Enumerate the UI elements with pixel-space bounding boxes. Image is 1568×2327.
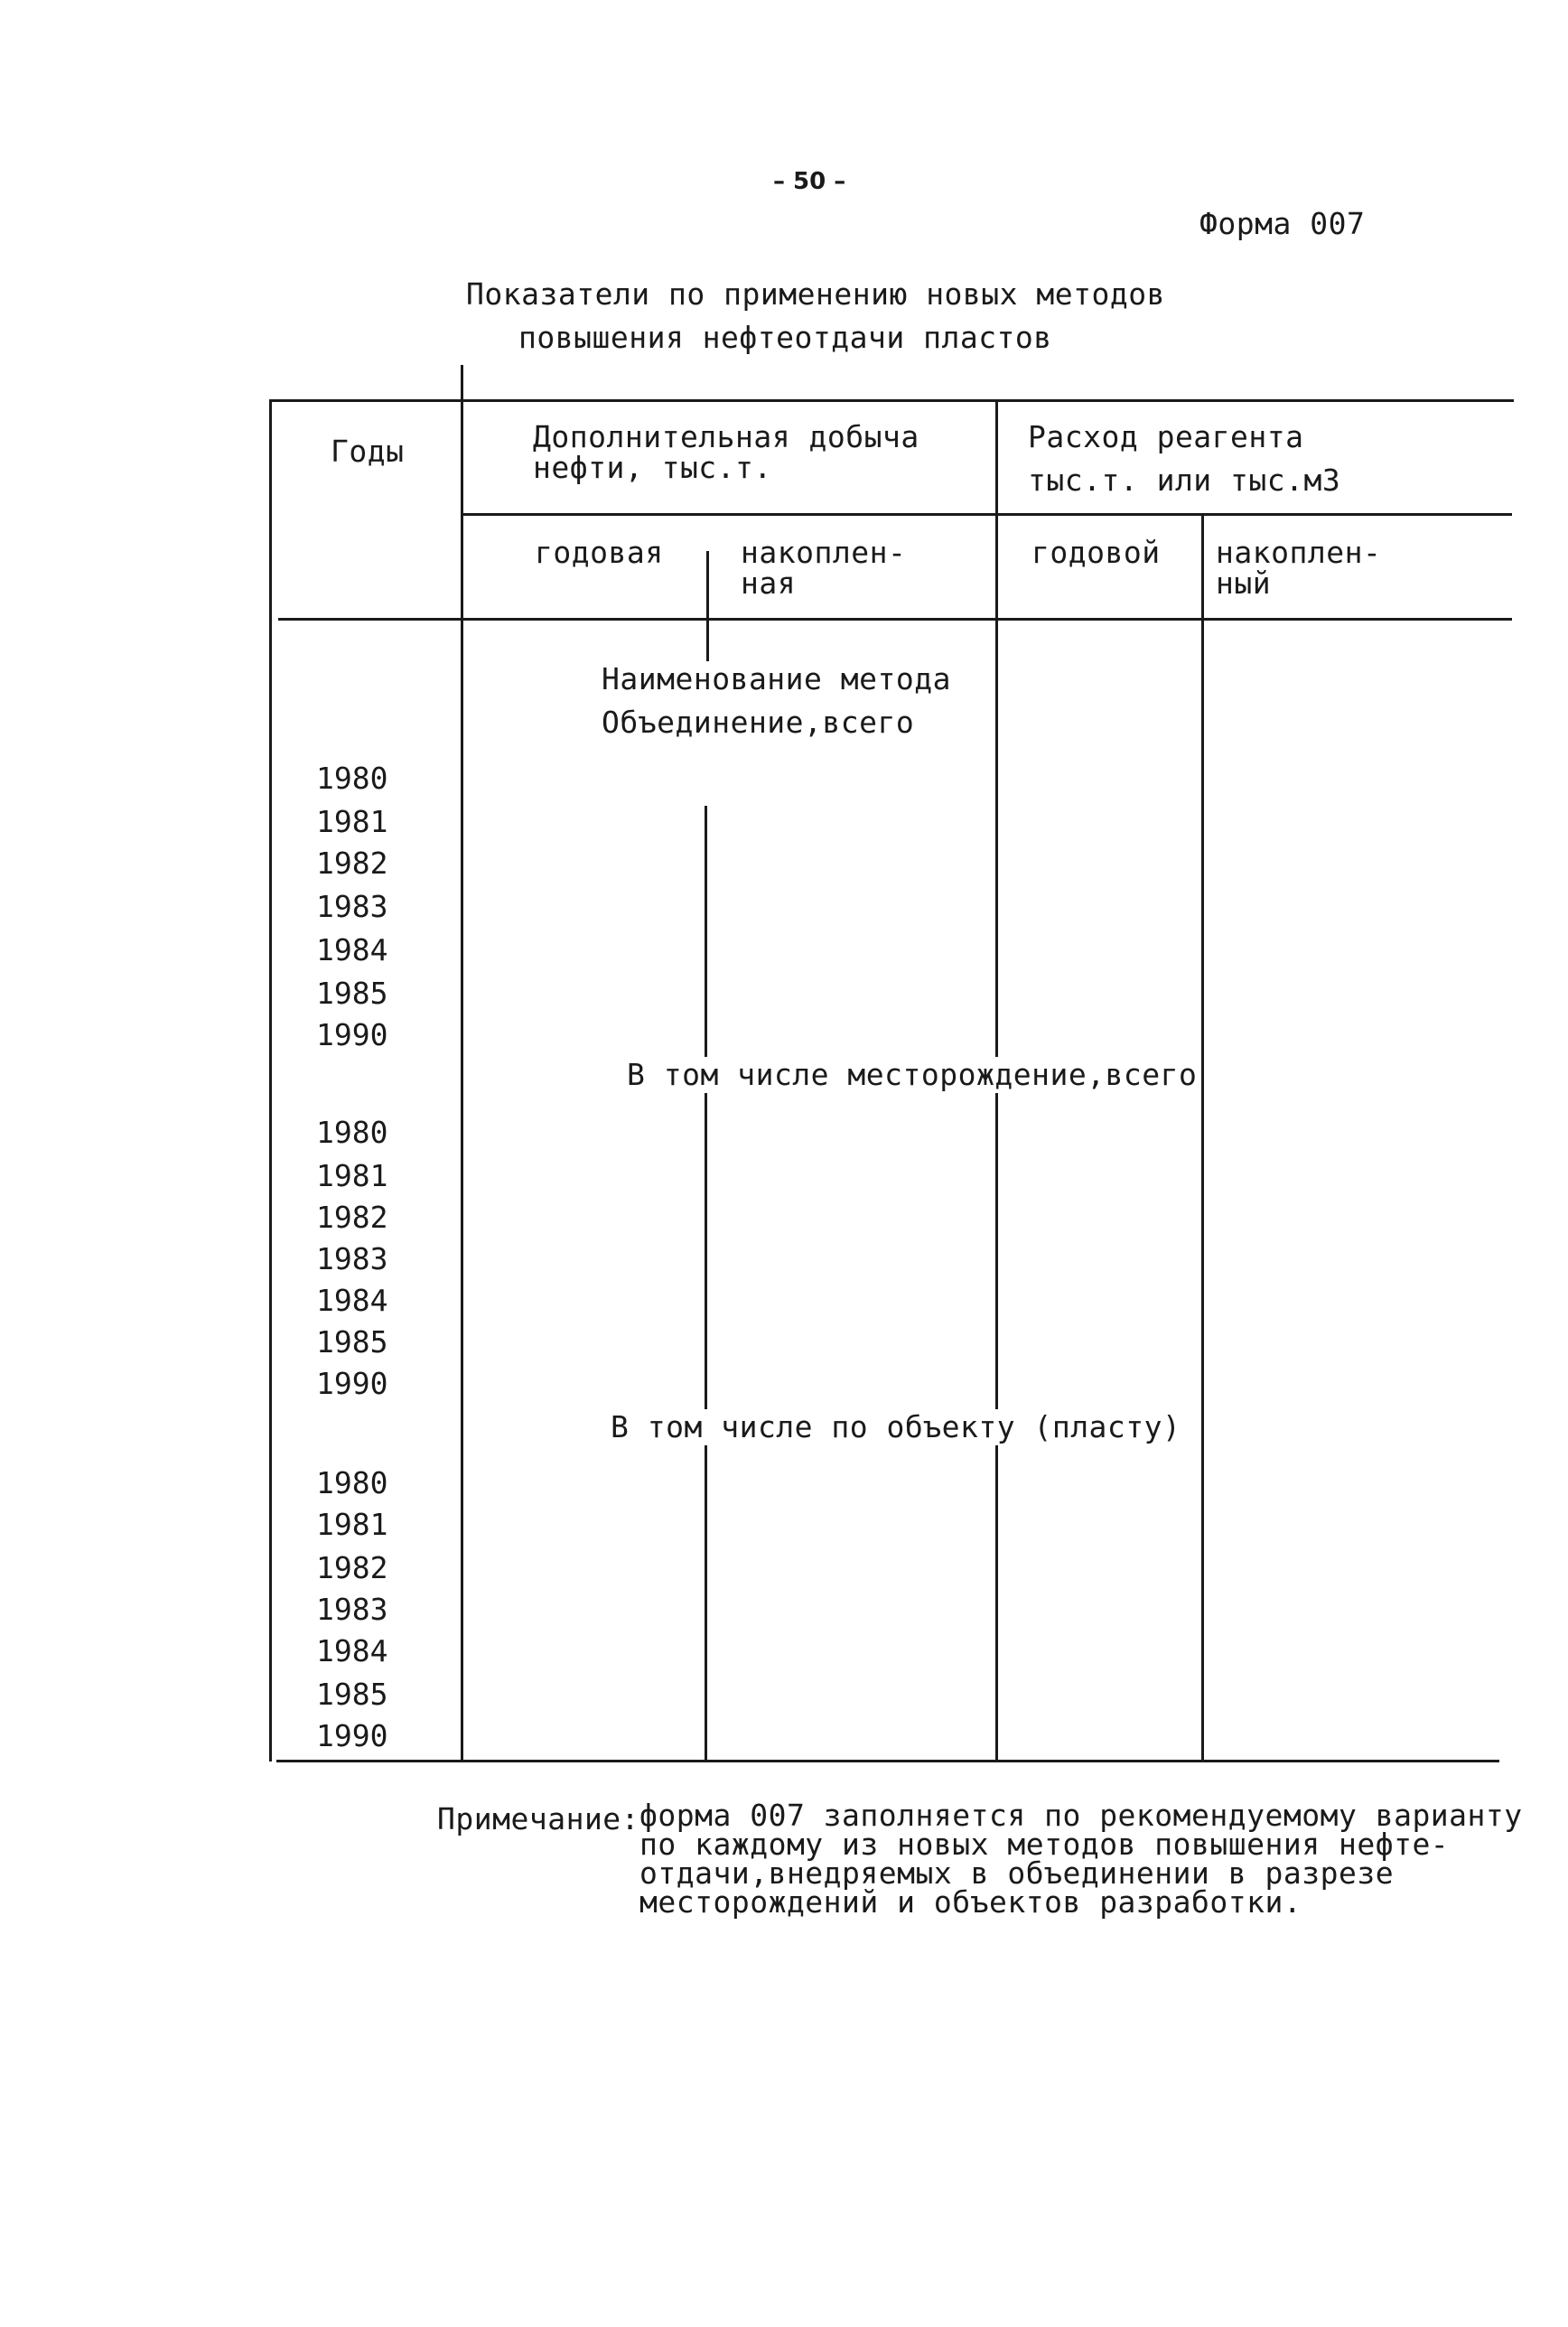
oil-cumulative-header-line-2: ная bbox=[741, 565, 797, 601]
section-association-title: Объединение,всего bbox=[602, 705, 915, 740]
page-number: – 50 – bbox=[773, 168, 846, 195]
reagent-subcolumn-divider bbox=[1201, 513, 1204, 1760]
year-label: 1985 bbox=[316, 976, 388, 1011]
method-name-label: Наименование метода bbox=[602, 661, 951, 696]
note-line-1: форма 007 заполняется по рекомендуемому варианту bbox=[639, 1798, 1523, 1833]
note-label: Примечание: bbox=[437, 1801, 640, 1836]
year-label: 1982 bbox=[316, 1550, 388, 1585]
year-label: 1982 bbox=[316, 846, 388, 881]
reagent-header-line-2: тыс.т. или тыс.м3 bbox=[1028, 463, 1341, 498]
year-label: 1981 bbox=[316, 804, 388, 839]
reagent-cumulative-header-line-1: накоплен- bbox=[1216, 535, 1382, 570]
table-left-border bbox=[269, 399, 272, 1762]
year-label: 1980 bbox=[316, 761, 388, 796]
title-line-1: Показатели по применению новых методов bbox=[466, 276, 1165, 312]
oil-annual-header: годовая bbox=[535, 535, 664, 570]
year-label: 1983 bbox=[316, 1592, 388, 1627]
year-label: 1990 bbox=[316, 1718, 388, 1753]
year-label: 1984 bbox=[316, 1633, 388, 1668]
year-label: 1981 bbox=[316, 1507, 388, 1542]
year-label: 1985 bbox=[316, 1324, 388, 1360]
oil-subcolumn-divider-top bbox=[706, 551, 709, 661]
note-line-4: месторождений и объектов разработки. bbox=[639, 1884, 1302, 1920]
year-label: 1982 bbox=[316, 1200, 388, 1235]
reagent-cumulative-header-line-2: ный bbox=[1216, 565, 1272, 601]
year-label: 1990 bbox=[316, 1017, 388, 1052]
year-label: 1985 bbox=[316, 1677, 388, 1712]
note-line-2: по каждому из новых методов повышения нефте- bbox=[639, 1827, 1450, 1862]
section-object-title: В том числе по объекту (пласту) bbox=[607, 1409, 1184, 1445]
section-field-title: В том числе месторождение,всего bbox=[623, 1057, 1200, 1093]
form-label: Форма 007 bbox=[1199, 206, 1366, 241]
years-column-divider bbox=[461, 365, 463, 1760]
years-header: Годы bbox=[331, 434, 405, 469]
year-label: 1990 bbox=[316, 1366, 388, 1401]
table-bottom-border bbox=[276, 1760, 1499, 1762]
subheader-divider bbox=[462, 513, 1512, 516]
year-label: 1984 bbox=[316, 1283, 388, 1318]
year-label: 1983 bbox=[316, 1241, 388, 1276]
year-label: 1981 bbox=[316, 1158, 388, 1193]
oil-subcolumn-divider bbox=[705, 806, 707, 1760]
additional-oil-header-line-2: нефти, тыс.т. bbox=[533, 450, 772, 485]
oil-cumulative-header-line-1: накоплен- bbox=[741, 535, 907, 570]
year-label: 1983 bbox=[316, 889, 388, 924]
note-line-3: отдачи,внедряемых в объединении в разрезе bbox=[639, 1855, 1395, 1891]
reagent-annual-header: годовой bbox=[1031, 535, 1161, 570]
title-line-2: повышения нефтеотдачи пластов bbox=[518, 320, 1052, 355]
additional-oil-header-line-1: Дополнительная добыча bbox=[533, 419, 919, 454]
year-label: 1984 bbox=[316, 932, 388, 967]
year-label: 1980 bbox=[316, 1465, 388, 1500]
reagent-header-line-1: Расход реагента bbox=[1028, 419, 1304, 454]
year-label: 1980 bbox=[316, 1115, 388, 1150]
table-top-border bbox=[269, 399, 1514, 402]
